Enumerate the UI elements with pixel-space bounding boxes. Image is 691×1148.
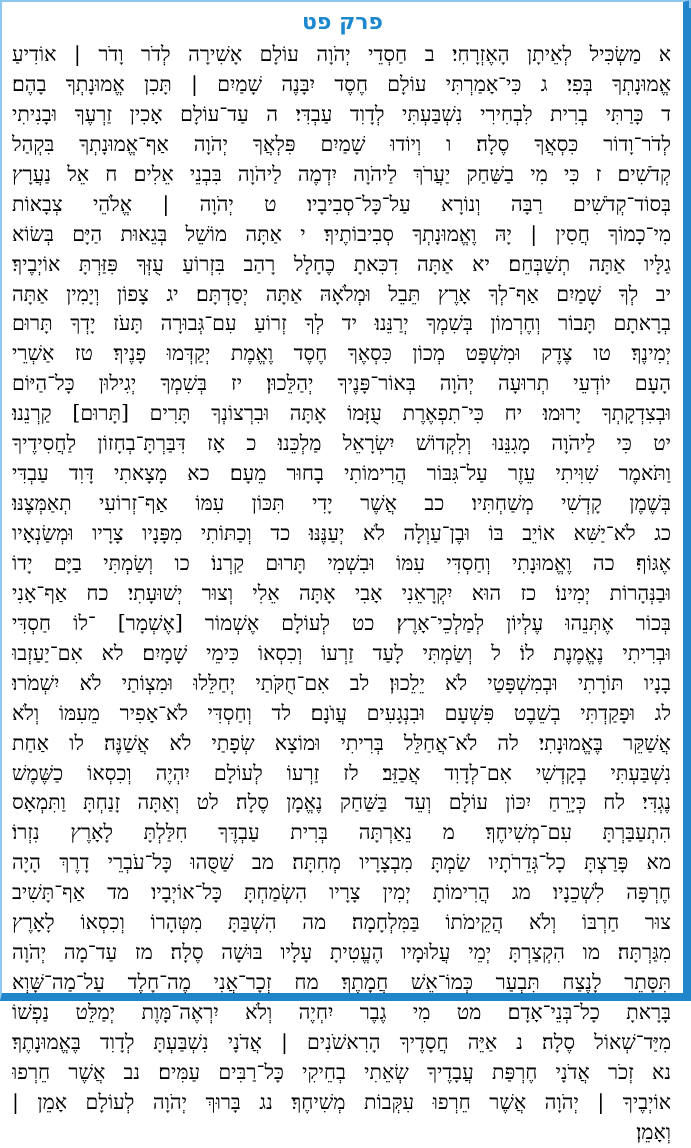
- text-line: בְּכוֹר אֶתְּנֵהוּ עֶלְיוֹן לְמַלְכֵי־אָרֶץ׃ כט לְעוֹלָם אֶשְׁמוֹר [אֶשְׁמָר] ־לוֹ חַסְדִּי: [12, 610, 671, 635]
- text-line: אוֹיְבֶיךָ | יְהֹוָה אֲשֶׁר חֵרְפוּ עִקְּבוֹת מְשִׁיחֶךָ׃ נג בָּרוּךְ יְהֹוָה לְעוֹלָם אָמֵן |: [12, 1089, 671, 1114]
- text-line: אֲשַׁקֵּר בֶּאֱמוּנָתִי׃ לה לֹא־אֲחַלֵּל בְּרִיתִי וּמוֹצָא שְׂפָתַי לֹא אֲשַׁנֶּה׃ לו אַחַת: [12, 730, 671, 755]
- text-line: ד כָּרַתִּי בְרִית לִבְחִירִי נִשְׁבַּעְתִּי לְדָוִד עַבְדִּי׃ ה עַד־עוֹלָם אָכִין זַרְעֶךָ וּבָנִיתִי: [12, 101, 671, 126]
- text-line: הִתְעַבַּרְתָּ עִם־מְשִׁיחֶךָ׃ מ נֵאַרְתָּה בְּרִית עַבְדֶּךָ חִלַּלְתָּ לָאָרֶץ נִזְרוֹ׃: [12, 820, 671, 845]
- text-line: אֶגּוֹף׃ כה וֶאֱמוּנָתִי וְחַסְדִּי עִמּוֹ וּבִשְׁמִי תָּרוּם קַרְנוֹ׃ כו וְשַׂמְתִּי בַיָּם יָדוֹ: [12, 550, 671, 575]
- text-line: נא זְכֹר אֲדֹנָי חֶרְפַּת עֲבָדֶיךָ שְׂאֵתִי בְחֵיקִי כָּל־רַבִּים עַמִּים׃ נב אֲשֶׁר חֵרְפוּ: [12, 1059, 671, 1084]
- text-line: מִי־כָמוֹךָ חֲסִין | יָהּ וֶאֱמוּנָתְךָ סְבִיבוֹתֶיךָ׃ י אַתָּה מוֹשֵׁל בְּגֵאוּת הַיָּם בְּשׂוֹא: [12, 221, 671, 246]
- text-line: בְרָאתָם תָּבוֹר וְחֶרְמוֹן בְּשִׁמְךָ יְרַנֵּנוּ׃ יד לְךָ זְרוֹעַ עִם־גְּבוּרָה תָּעֹז יָדְךָ תָּרוּם: [12, 311, 671, 336]
- text-line: נֶגְדִּי׃ לח כְּיָרֵחַ יִכּוֹן עוֹלָם וְעֵד בַּשַּׁחַק נֶאֱמָן סֶלָה׃ לט וְאַתָּה זָנַחְתָּ וַתִּמְאָס: [12, 790, 671, 815]
- text-line: מא פָּרַצְתָּ כָל־גְּדֵרֹתָיו שַׂמְתָּ מִבְצָרָיו מְחִתָּה׃ מב שַׁסֻּהוּ כָּל־עֹבְרֵי דָרֶךְ הָיָה: [12, 850, 671, 875]
- text-line: א מַשְׂכִּיל לְאֵיתָן הָאֶזְרָחִי׃ ב חַסְדֵי יְהֹוָה עוֹלָם אָשִׁירָה לְדֹר וָדֹר | אוֹדִיעַ: [12, 42, 671, 66]
- text-line: אֱמוּנָתְךָ בְּפִי׃ ג כִּי־אָמַרְתִּי עוֹלָם חֶסֶד יִבָּנֶה שָׁמַיִם | תָּכִן אֱמוּנָתְךָ בָהֶם׃: [12, 71, 671, 96]
- text-line: יט כִּי לַיהֹוָה מָגִנֵּנוּ וְלִקְדוֹשׁ יִשְׂרָאֵל מַלְכֵּנוּ׃ כ אָז דִּבַּרְתָּ־בְחָזוֹן לַחֲסִידֶיךָ: [12, 431, 671, 456]
- text-line: יב לְךָ שָׁמַיִם אַף־לְךָ אָרֶץ תֵּבֵל וּמְלֹאָהּ אַתָּה יְסַדְתָּם׃ יג צָפוֹן וְיָמִין אַתָּה: [12, 281, 671, 306]
- text-line: מִיַּד־שְׁאוֹל סֶלָה׃ נ אַיֵּה חֲסָדֶיךָ הָרִאשֹׁנִים | אֲדֹנָי נִשְׁבַּעְתָּ לְדָוִד בֶּאֱמוּנָתֶךָ׃: [12, 1029, 671, 1054]
- text-line: נִשְׁבַּעְתִּי בְקָדְשִׁי אִם־לְדָוִד אֲכַזֵּב׃ לז זַרְעוֹ לְעוֹלָם יִהְיֶה וְכִסְאוֹ כַשֶּׁמֶשׁ: [12, 760, 671, 785]
- text-line: כג לֹא־יַשִּׁא אוֹיֵב בּוֹ וּבֶן־עַוְלָה לֹא יְעַנֶּנּוּ׃ כד וְכַתּוֹתִי מִפָּנָיו צָרָיו וּמְשַׂנְאָיו: [12, 521, 671, 545]
- text-line: הָעָם יוֹדְעֵי תְרוּעָה יְהֹוָה בְּאוֹר־פָּנֶיךָ יְהַלֵּכוּן׃ יז בְּשִׁמְךָ יְגִילוּן כָּל־הַיּוֹם: [12, 371, 671, 396]
- text-line: וּבַנְּהָרוֹת יְמִינוֹ׃ כז הוּא יִקְרָאֵנִי אָבִי אָתָּה אֵלִי וְצוּר יְשׁוּעָתִי׃ כח אַף־אָנִי: [12, 580, 671, 605]
- text-line: חֶרְפָּה לִשְׁכֵנָיו׃ מג הֲרִימוֹתָ יְמִין צָרָיו הִשְׂמַחְתָּ כָּל־אוֹיְבָיו׃ מד אַף־תָּשִׁיב: [12, 880, 671, 905]
- chapter-title: פרק פט: [302, 10, 383, 35]
- text-line: וּבְצִדְקָתְךָ יָרוּמוּ׃ יח כִּי־תִפְאֶרֶת עֻזָּמוֹ אָתָּה וּבִרְצוֹנְךָ תָּרִים [תָּרוּם] קַרְנֵנוּ׃: [12, 401, 671, 426]
- text-line: לְדֹר־וָדוֹר כִּסְאֲךָ סֶלָה׃ ו וְיוֹדוּ שָׁמַיִם פִּלְאֲךָ יְהֹוָה אַף־אֱמוּנָתְךָ בִּקְהַל: [12, 131, 671, 156]
- text-line: צוּר חַרְבּוֹ וְלֹא הֲקֵימֹתוֹ בַּמִּלְחָמָה׃ מה הִשְׁבַּתָּ מִטְּהָרוֹ וְכִסְאוֹ לָאָרֶץ: [12, 910, 671, 935]
- text-line: בְּשֶׁמֶן קָדְשִׁי מְשַׁחְתִּיו׃ כב אֲשֶׁר יָדִי תִּכּוֹן עִמּוֹ אַף־זְרוֹעִי תְאַמְּצֶנּוּ׃: [12, 491, 671, 516]
- text-line: בָנָיו תּוֹרָתִי וּבְמִשְׁפָּטַי לֹא יֵלֵכוּן׃ לב אִם־חֻקֹּתַי יְחַלֵּלוּ וּמִצְוֹתַי לֹא יִשְׁמֹרוּ׃: [12, 670, 671, 695]
- text-line: מִגַּרְתָּה׃ מו הִקְצַרְתָּ יְמֵי עֲלוּמָיו הֶעֱטִיתָ עָלָיו בּוּשָׁה סֶלָה׃ מז עַד־מָה יְהֹוָה: [12, 940, 671, 965]
- text-line: גַלָּיו אַתָּה תְשַׁבְּחֵם׃ יא אַתָּה דִכִּאתָ כֶחָלָל רָהַב בִּזְרוֹעַ עֻזְּךָ פִּזַּרְתָּ אוֹיְבֶיךָ׃: [12, 251, 671, 276]
- chapter-text: [12, 40, 671, 1148]
- text-line: לג וּפָקַדְתִּי בְשֵׁבֶט פִּשְׁעָם וּבִנְגָעִים עֲוֺנָם׃ לד וְחַסְדִּי לֹא־אָפִיר מֵעִמּוֹ וְלֹא: [12, 700, 671, 725]
- text-line: יְמִינֶךָ׃ טו צֶדֶק וּמִשְׁפָּט מְכוֹן כִּסְאֶךָ חֶסֶד וֶאֱמֶת יְקַדְּמוּ פָנֶיךָ׃ טז אַשְׁרֵי: [12, 341, 671, 366]
- text-line: וְאָמֵן׃: [636, 1119, 671, 1144]
- text-line: תִּסָּתֵר לָנֶצַח תִּבְעַר כְּמוֹ־אֵשׁ חֲמָתֶךָ׃ מח זְכָר־אֲנִי מֶה־חָלֶד עַל־מַה־שָּׁוְא: [12, 970, 671, 995]
- text-line: בְּסוֹד־קְדֹשִׁים רַבָּה וְנוֹרָא עַל־כָּל־סְבִיבָיו׃ ט יְהֹוָה | אֱלֹהֵי צְבָאוֹת: [12, 191, 671, 216]
- text-line: וּבְרִיתִי נֶאֱמֶנֶת לוֹ׃ ל וְשַׂמְתִּי לָעַד זַרְעוֹ וְכִסְאוֹ כִּימֵי שָׁמָיִם׃ לא אִם־יַעַזְבוּ: [12, 640, 671, 665]
- text-line: קְדֹשִׁים׃ ז כִּי מִי בַשַּׁחַק יַעֲרֹךְ לַיהֹוָה יִדְמֶה לַיהֹוָה בִּבְנֵי אֵלִים׃ ח אֵל נַעֲרָץ: [12, 161, 671, 186]
- text-line: בָּרָאתָ כָל־בְּנֵי־אָדָם׃ מט מִי גֶבֶר יִחְיֶה וְלֹא יִרְאֶה־מָּוֶת יְמַלֵּט נַפְשׁוֹ: [12, 1000, 671, 1024]
- text-line: וַתֹּאמֶר שִׁוִּיתִי עֵזֶר עַל־גִּבּוֹר הֲרִימוֹתִי בָחוּר מֵעָם׃ כא מָצָאתִי דָּוִד עַבְדִּי: [12, 461, 671, 486]
